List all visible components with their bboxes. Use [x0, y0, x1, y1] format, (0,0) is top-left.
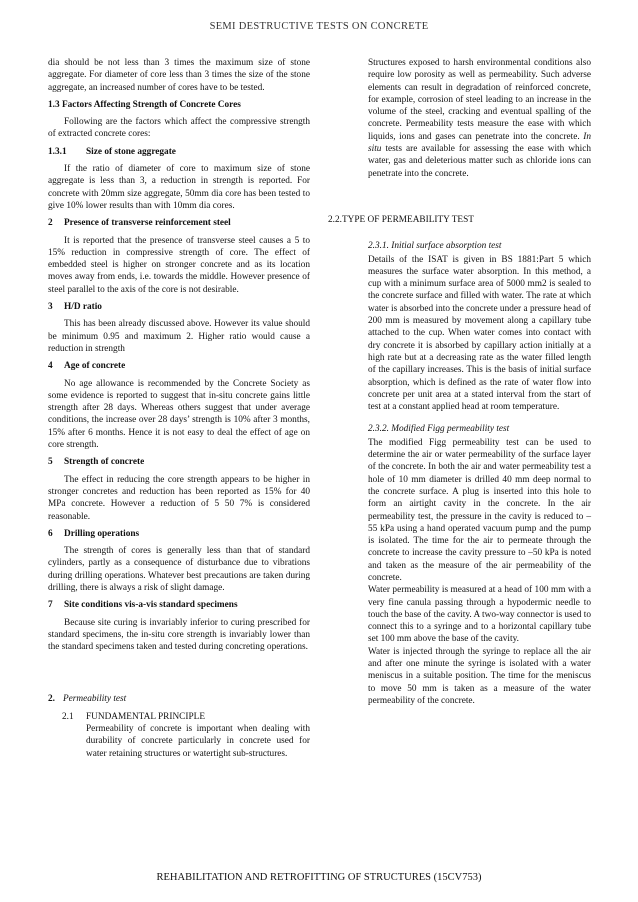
heading-number: 7 — [48, 600, 53, 611]
subsection-2-1-heading — [62, 711, 310, 723]
heading-2-3-1: 2.3.1. Initial surface absorption test — [368, 241, 502, 252]
paragraph-2-3-2-c: Water is injected through the syringe to replace all the air and after one minute the syringe is isolated with a water meniscus in a suitable position. The time for the meniscus to move 50 mm is taken as a measure of the water permeability of the concrete. — [368, 646, 591, 706]
heading-title: Drilling operations — [64, 528, 140, 539]
right-column — [328, 57, 591, 712]
section-title: Permeability test — [62, 694, 127, 705]
paragraph-7: Because site curing is invariably inferior to curing prescribed for standard specimens, the in-situ core strength is invariably lower than the standard specimens taken and tested during concreting operations. — [48, 617, 310, 653]
continued-text-b: tests are available for assessing the ease with which water, gas and deleterious matter such as chloride ions can penetrate into the concrete. — [368, 144, 591, 179]
paragraph-6: The strength of cores is generally less than that of standard cylinders, partly as a consequence of disturbance due to vibrations during drilling operations. Whatever best precautions are taken during drilling, there is always a risk of slight damage. — [48, 546, 310, 593]
paragraph-2-3-2-b: Water permeability is measured at a head of 100 mm with a very fine canula passing through a hypodermic needle to touch the base of the cavity. A two-way connector is used to connect this to a syringe and to a horizontal capillary tube set 100 mm above the base of the cavity. — [368, 585, 591, 645]
paragraph-1-3-1: If the ratio of diameter of core to maximum size of stone aggregate is less than 3, a reduction in strength is reported. For concrete with 20mm size aggregate, 50mm dia core has been tested to give 10% lower results than with 10mm dia cores. — [48, 164, 310, 211]
subsection-title: FUNDAMENTAL PRINCIPLE — [86, 711, 205, 722]
continued-text-a: Structures exposed to harsh environmental conditions also require low porosity as well as permeability. Such adverse elements can result in degradation of reinforced concrete, for example, corrosion of steel leading to an increase in the volume of the steel, cracking and eventual spalling of the concrete. Permeability tests measure the ease with which liquids, ions and gases can penetrate into the concrete. — [368, 58, 591, 142]
heading-2 — [48, 217, 310, 229]
in-situ-emphasis: In situ — [368, 131, 591, 155]
paragraph-3: This has been already discussed above. However its value should be minimum 0.95 and maximum 2. Higher ratio would cause a reduction in strength — [48, 319, 310, 354]
heading-number: 4 — [48, 361, 53, 372]
heading-title: Size of stone aggregate — [86, 146, 176, 157]
heading-number: 3 — [48, 302, 53, 313]
heading-number: 2 — [48, 218, 53, 229]
subsection-2-3-1 — [368, 240, 591, 413]
heading-1-3-1 — [48, 146, 310, 158]
continued-paragraph — [368, 57, 591, 180]
subsection-2-1-body: Permeability of concrete is important when dealing with durability of concrete particularly in concrete used for water retaining structures or watertight sub-structures. — [86, 724, 310, 759]
intro-paragraph: dia should be not less than 3 times the maximum size of stone aggregate. For diameter of core less than 3 times the size of the stone aggregate, an increased number of cores have to be tested. — [48, 58, 310, 93]
heading-5 — [48, 456, 310, 468]
running-header: SEMI DESTRUCTIVE TESTS ON CONCRETE — [209, 21, 429, 32]
paragraph-2-3-2-a: The modified Figg permeability test can be used to determine the air or water permeability of the surface layer of the concrete. In both the air and water permeability test a hole of 10 mm diameter is drilled 40 mm deep normal to the concrete surface. A plug is inserted into this hole to form an airtight cavity in the concrete. In the air permeability test, the pressure in the cavity is reduced to –55 kPa using a hand operated vacuum pump and the pump is isolated. The time for the air to permeate through the concrete to increase the cavity pressure to –50 kPa is noted and taken as the measure of the air permeability of the concrete. — [368, 437, 591, 583]
paragraph-4: No age allowance is recommended by the Concrete Society as some evidence is reported to suggest that in-situ concrete gains little strength after 28 days. Whereas others suggest that under average conditions, the increase over 28 days’ strength is 10% after 3 months, 15% after 6 months. Hence it is not easy to deal the effect of age on core strength. — [48, 378, 310, 451]
paragraph-5: The effect in reducing the core strength appears to be higher in stronger concretes and reduction has been reported as 15% for 40 MPa concrete. However a reduction of 5 50 7% is considered reasonable. — [48, 474, 310, 522]
running-footer: REHABILITATION AND RETROFITTING OF STRUCTURES (15CV753) — [156, 872, 482, 883]
heading-number: 5 — [48, 457, 53, 468]
heading-title: Age of concrete — [64, 361, 126, 372]
subsection-number: 2.1 — [62, 711, 74, 722]
left-column — [48, 57, 310, 760]
heading-number: 1.3.1 — [48, 146, 67, 157]
section-number: 2. — [48, 694, 55, 705]
heading-number: 6 — [48, 528, 53, 539]
subsection-2-1 — [62, 711, 310, 760]
heading-2-2: 2.2.TYPE OF PERMEABILITY TEST — [328, 214, 474, 225]
paragraph-2: It is reported that the presence of transverse steel causes a 5 to 15% reduction in compressive strength of core. The effect of embedded steel is higher on stronger concrete and as its location moves away from ends, i.e. towards the middle. However presence of steel parallel to the axis of the core is not desirable. — [48, 235, 310, 295]
section-2 — [48, 693, 310, 759]
heading-4 — [48, 360, 310, 372]
heading-1-3: 1.3 Factors Affecting Strength of Concrete Cores — [48, 99, 241, 110]
heading-3 — [48, 301, 310, 313]
section-2-heading — [48, 693, 310, 705]
heading-title: Presence of transverse reinforcement steel — [64, 218, 231, 229]
heading-title: Site conditions vis-a-vis standard specimens — [64, 600, 238, 611]
heading-2-3-2: 2.3.2. Modified Figg permeability test — [368, 424, 510, 435]
heading-title: H/D ratio — [64, 302, 102, 313]
subsection-2-3-2 — [368, 423, 591, 707]
paragraph-1-3: Following are the factors which affect the compressive strength of extracted concrete cores: — [48, 117, 310, 140]
heading-7 — [48, 599, 310, 611]
paragraph-2-3-1: Details of the ISAT is given in BS 1881:Part 5 which measures the surface water absorption. In this method, a cup with a minimum surface area of 5000 mm2 is sealed to the concrete surface and filled with water. The rate at which water is absorbed into the concrete under a pressure head of 200 mm is measured by movement along a capillary tube attached to the cup. When water comes into contact with dry concrete it is absorbed by capillary action initially at a high rate but at a decreasing rate as the water filled length of the capillary increases. This is the basis of initial surface absorption, which is defined as the rate of water flow into concrete per unit area at a stated interval from the start of test at a constant applied head at room temperature. — [368, 254, 591, 413]
heading-6 — [48, 528, 310, 540]
heading-title: Strength of concrete — [64, 457, 145, 468]
